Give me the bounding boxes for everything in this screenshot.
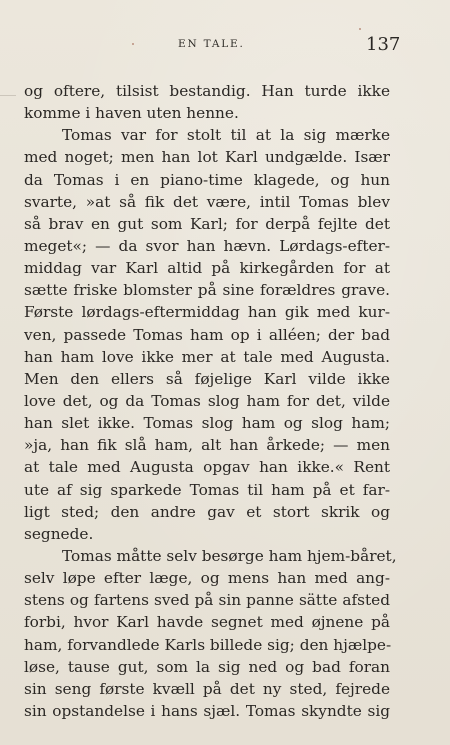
text-line: Men den ellers så føjelige Karl vilde ikke — [24, 369, 390, 388]
running-title: EN TALE. — [178, 38, 245, 50]
margin-mark — [0, 95, 16, 96]
text-line: svarte, »at så fik det være, intil Tomas blev — [24, 192, 390, 211]
text-line: komme i haven uten henne. — [24, 104, 239, 123]
text-line: ven, passede Tomas ham op i alléen; der bad — [24, 325, 390, 344]
text-line: ligt sted; den andre gav et stort skrik og — [24, 502, 390, 521]
text-line: så brav en gut som Karl; for derpå fejlte det — [24, 214, 390, 233]
text-line: sin opstandelse i hans sjæl. Tomas skyndte sig — [24, 701, 390, 720]
text-line: sætte friske blomster på sine forældres grave. — [24, 281, 390, 300]
text-line: ute af sig sparkede Tomas til ham på et far- — [24, 480, 390, 499]
text-line: Tomas måtte selv besørge ham hjem-båret, — [62, 546, 397, 565]
text-line: med noget; men han lot Karl undgælde. Især — [24, 148, 390, 167]
text-line: meget«; — da svor han hævn. Lørdags-efter- — [24, 236, 390, 255]
paper-fleck — [359, 28, 361, 30]
text-line: sin seng første kvæll på det ny sted, fejrede — [24, 679, 390, 698]
text-line: love det, og da Tomas slog ham for det, vilde — [24, 391, 390, 410]
text-line: da Tomas i en piano-time klagede, og hun — [24, 170, 390, 189]
text-line: segnede. — [24, 524, 94, 543]
text-line: stens og fartens sved på sin panne sätte afsted — [24, 591, 390, 610]
text-line: han slet ikke. Tomas slog ham og slog ham; — [24, 414, 390, 433]
text-line: løse, tause gut, som la sig ned og bad foran — [24, 657, 390, 676]
page-header — [0, 36, 450, 58]
text-line: Første lørdags-eftermiddag han gik med kur- — [24, 303, 390, 322]
text-line: selv løpe efter læge, og mens han med ang- — [24, 569, 390, 588]
text-line: at tale med Augusta opgav han ikke.« Rent — [24, 458, 390, 477]
text-line: ham, forvandlede Karls billede sig; den hjælpe- — [24, 635, 392, 654]
text-line: han ham love ikke mer at tale med Augusta. — [24, 347, 390, 366]
text-line: Tomas var for stolt til at la sig mærke — [62, 126, 390, 145]
text-line: forbi, hvor Karl havde segnet med øjnene på — [24, 613, 390, 632]
body-text — [24, 80, 397, 722]
text-line: og oftere, tilsist bestandig. Han turde ikke — [24, 82, 390, 100]
page-number: 137 — [366, 34, 401, 55]
text-line: middag var Karl altid på kirkegården for at — [24, 259, 390, 278]
text-line: »ja, han fik slå ham, alt han årkede; — men — [24, 436, 390, 455]
